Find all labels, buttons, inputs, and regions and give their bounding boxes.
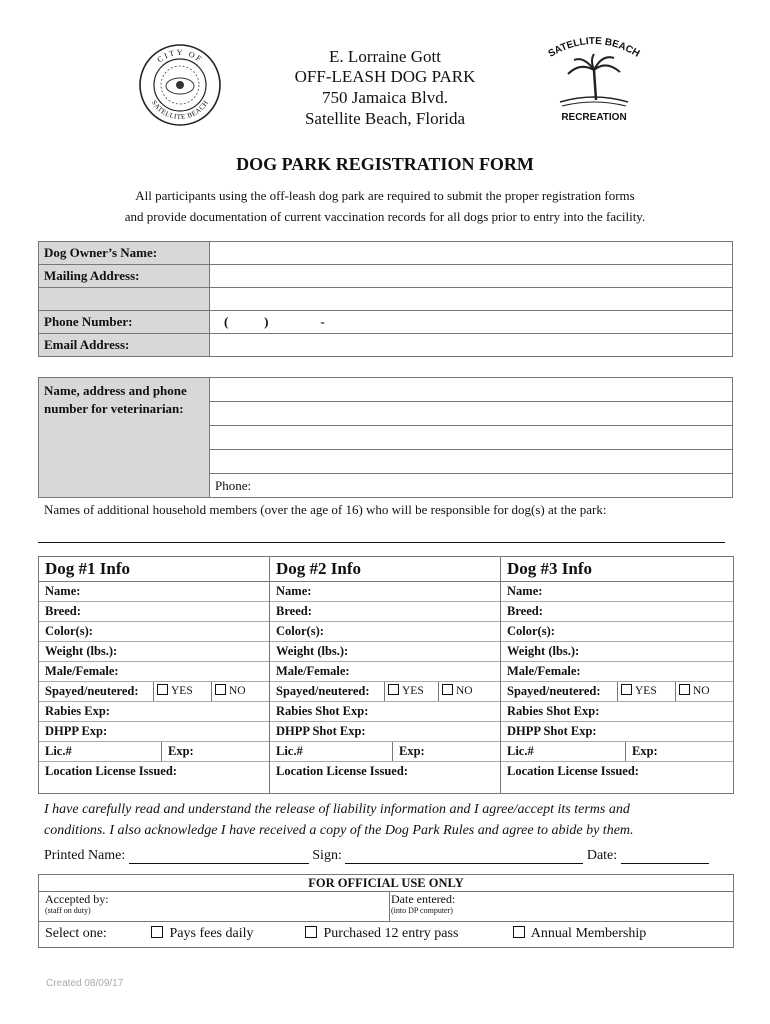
official-accepted-row	[39, 892, 733, 922]
dog-1-name[interactable]: Name:	[39, 582, 269, 602]
dog-2-name[interactable]: Name:	[270, 582, 500, 602]
vet-line-1[interactable]	[210, 378, 733, 402]
dog-2-license-row	[270, 742, 500, 762]
dog-2-yes-option[interactable]: YES	[384, 682, 438, 701]
household-members-line[interactable]	[38, 542, 725, 543]
dog-2-spayed-label: Spayed/neutered:	[276, 684, 370, 698]
dog-3-header: Dog #3 Info	[501, 557, 733, 582]
dog-2-license-exp[interactable]: Exp:	[392, 742, 425, 761]
mailing-address-field-1[interactable]	[210, 265, 733, 288]
dog-1-breed[interactable]: Breed:	[39, 602, 269, 622]
checkbox-icon	[215, 684, 226, 695]
dog-2-column	[270, 557, 501, 793]
owner-info-table	[38, 241, 733, 357]
mailing-address-label: Mailing Address:	[39, 265, 210, 288]
dog-2-rabies[interactable]: Rabies Shot Exp:	[270, 702, 500, 722]
dog-3-weight[interactable]: Weight (lbs.):	[501, 642, 733, 662]
dog-3-colors[interactable]: Color(s):	[501, 622, 733, 642]
dog-1-spayed-label: Spayed/neutered:	[45, 684, 139, 698]
checkbox-icon	[157, 684, 168, 695]
dog-1-no-option[interactable]: NO	[211, 682, 269, 701]
dog-3-spayed-row	[501, 682, 733, 702]
dog-3-sex[interactable]: Male/Female:	[501, 662, 733, 682]
dog-info-block	[38, 556, 734, 794]
dog-1-column	[39, 557, 270, 793]
dog-1-location[interactable]: Location License Issued:	[45, 764, 177, 778]
signature-line	[44, 848, 734, 864]
dog-1-license-exp[interactable]: Exp:	[161, 742, 194, 761]
printed-name-label: Printed Name:	[44, 848, 126, 863]
accepted-by-field[interactable]	[39, 892, 390, 921]
dog-3-spayed-label: Spayed/neutered:	[507, 684, 601, 698]
household-prompt: Names of additional household members (over the age of 16) who will be responsible for dog(s) at the park:	[44, 502, 607, 517]
email-address-label: Email Address:	[39, 334, 210, 357]
dog-2-no-option[interactable]: NO	[438, 682, 498, 701]
checkbox-icon	[151, 926, 163, 938]
sign-field[interactable]	[345, 849, 583, 864]
dog-1-header: Dog #1 Info	[39, 557, 269, 582]
created-date-watermark: Created 08/09/17	[46, 978, 124, 989]
checkbox-icon	[621, 684, 632, 695]
dog-3-name[interactable]: Name:	[501, 582, 733, 602]
vet-line-3[interactable]	[210, 426, 733, 450]
form-title: DOG PARK REGISTRATION FORM	[236, 154, 534, 174]
veterinarian-label: Name, address and phone number for veterinarian:	[39, 378, 210, 498]
dog-3-breed[interactable]: Breed:	[501, 602, 733, 622]
dog-1-sex[interactable]: Male/Female:	[39, 662, 269, 682]
dog-1-license[interactable]: Lic.#	[45, 744, 72, 758]
seal-ring-bottom-text: SATELLITE BEACH	[149, 98, 211, 122]
option-annual-membership[interactable]: Annual Membership	[513, 922, 646, 946]
dog-2-header: Dog #2 Info	[270, 557, 500, 582]
dog-3-dhpp[interactable]: DHPP Shot Exp:	[501, 722, 733, 742]
agreement-line-1: I have carefully read and understand the release of liability information and I agree/accept its terms and	[44, 802, 630, 817]
seal-ring-top-text: CITY OF	[155, 47, 205, 65]
park-name: OFF-LEASH DOG PARK	[294, 67, 476, 86]
dog-3-license[interactable]: Lic.#	[507, 744, 534, 758]
accepted-by-note: (staff on duty)	[45, 906, 91, 915]
dog-1-rabies[interactable]: Rabies Exp:	[39, 702, 269, 722]
dog-2-colors[interactable]: Color(s):	[270, 622, 500, 642]
checkbox-icon	[679, 684, 690, 695]
rec-logo-bottom-text: RECREATION	[561, 112, 627, 123]
dog-1-yes-option[interactable]: YES	[153, 682, 213, 701]
satellite-beach-recreation-logo	[540, 30, 648, 126]
date-entered-note: (into DP computer)	[391, 906, 453, 915]
svg-text:SATELLITE BEACH	[547, 36, 642, 60]
veterinarian-table	[38, 377, 733, 498]
select-one-label: Select one:	[45, 926, 107, 941]
park-street-address: 750 Jamaica Blvd.	[321, 88, 449, 107]
dog-2-weight[interactable]: Weight (lbs.):	[270, 642, 500, 662]
owner-name-field[interactable]	[210, 242, 733, 265]
dog-1-colors[interactable]: Color(s):	[39, 622, 269, 642]
dog-3-license-row	[501, 742, 733, 762]
date-label: Date:	[586, 848, 618, 863]
date-entered-label: Date entered:	[391, 892, 456, 906]
official-select-row	[39, 922, 733, 946]
official-use-box	[38, 874, 734, 948]
dog-3-column	[501, 557, 733, 793]
dog-1-dhpp[interactable]: DHPP Exp:	[39, 722, 269, 742]
agreement-line-2: conditions. I also acknowledge I have received a copy of the Dog Park Rules and agree to abide by them.	[44, 823, 634, 838]
agreement-text	[44, 799, 744, 841]
checkbox-icon	[442, 684, 453, 695]
rec-logo-top-text: SATELLITE BEACH	[546, 35, 642, 60]
vet-line-4[interactable]	[210, 450, 733, 474]
date-field[interactable]	[621, 849, 709, 864]
official-use-header: FOR OFFICIAL USE ONLY	[39, 875, 733, 892]
date-entered-field[interactable]	[391, 892, 721, 921]
dog-1-spayed-row	[39, 682, 269, 702]
accepted-by-label: Accepted by:	[45, 892, 109, 906]
dog-2-sex[interactable]: Male/Female:	[270, 662, 500, 682]
intro-line-1: All participants using the off-leash dog park are required to submit the proper registration forms	[135, 188, 635, 203]
dog-2-spayed-row	[270, 682, 500, 702]
sign-label: Sign:	[312, 848, 342, 863]
park-sponsor-name: E. Lorraine Gott	[329, 47, 441, 66]
vet-phone-field[interactable]: Phone:	[210, 474, 733, 498]
dog-3-license-exp[interactable]: Exp:	[625, 742, 658, 761]
dog-3-location[interactable]: Location License Issued:	[507, 764, 639, 778]
park-city-state: Satellite Beach, Florida	[304, 109, 466, 128]
vet-line-2[interactable]	[210, 402, 733, 426]
checkbox-icon	[513, 926, 525, 938]
dog-3-no-option[interactable]: NO	[675, 682, 733, 701]
dog-1-license-row	[39, 742, 269, 762]
checkbox-icon	[305, 926, 317, 938]
mailing-address-blank-label	[39, 288, 210, 311]
dog-2-location[interactable]: Location License Issued:	[276, 764, 408, 778]
dog-3-yes-option[interactable]: YES	[617, 682, 675, 701]
option-pays-fees-daily[interactable]: Pays fees daily	[151, 922, 253, 946]
dog-2-breed[interactable]: Breed:	[270, 602, 500, 622]
email-address-field[interactable]	[210, 334, 733, 357]
phone-number-label: Phone Number:	[39, 311, 210, 334]
intro-line-2: and provide documentation of current vaccination records for all dogs prior to entry into the facility.	[124, 209, 646, 224]
owner-name-label: Dog Owner’s Name:	[39, 242, 210, 265]
dog-2-license[interactable]: Lic.#	[276, 744, 303, 758]
printed-name-field[interactable]	[129, 849, 309, 864]
checkbox-icon	[388, 684, 399, 695]
dog-2-dhpp[interactable]: DHPP Shot Exp:	[270, 722, 500, 742]
dog-1-weight[interactable]: Weight (lbs.):	[39, 642, 269, 662]
mailing-address-field-2[interactable]	[210, 288, 733, 311]
phone-number-field[interactable]: ( ) -	[210, 311, 733, 334]
dog-3-rabies[interactable]: Rabies Shot Exp:	[501, 702, 733, 722]
option-12-entry-pass[interactable]: Purchased 12 entry pass	[305, 922, 458, 946]
